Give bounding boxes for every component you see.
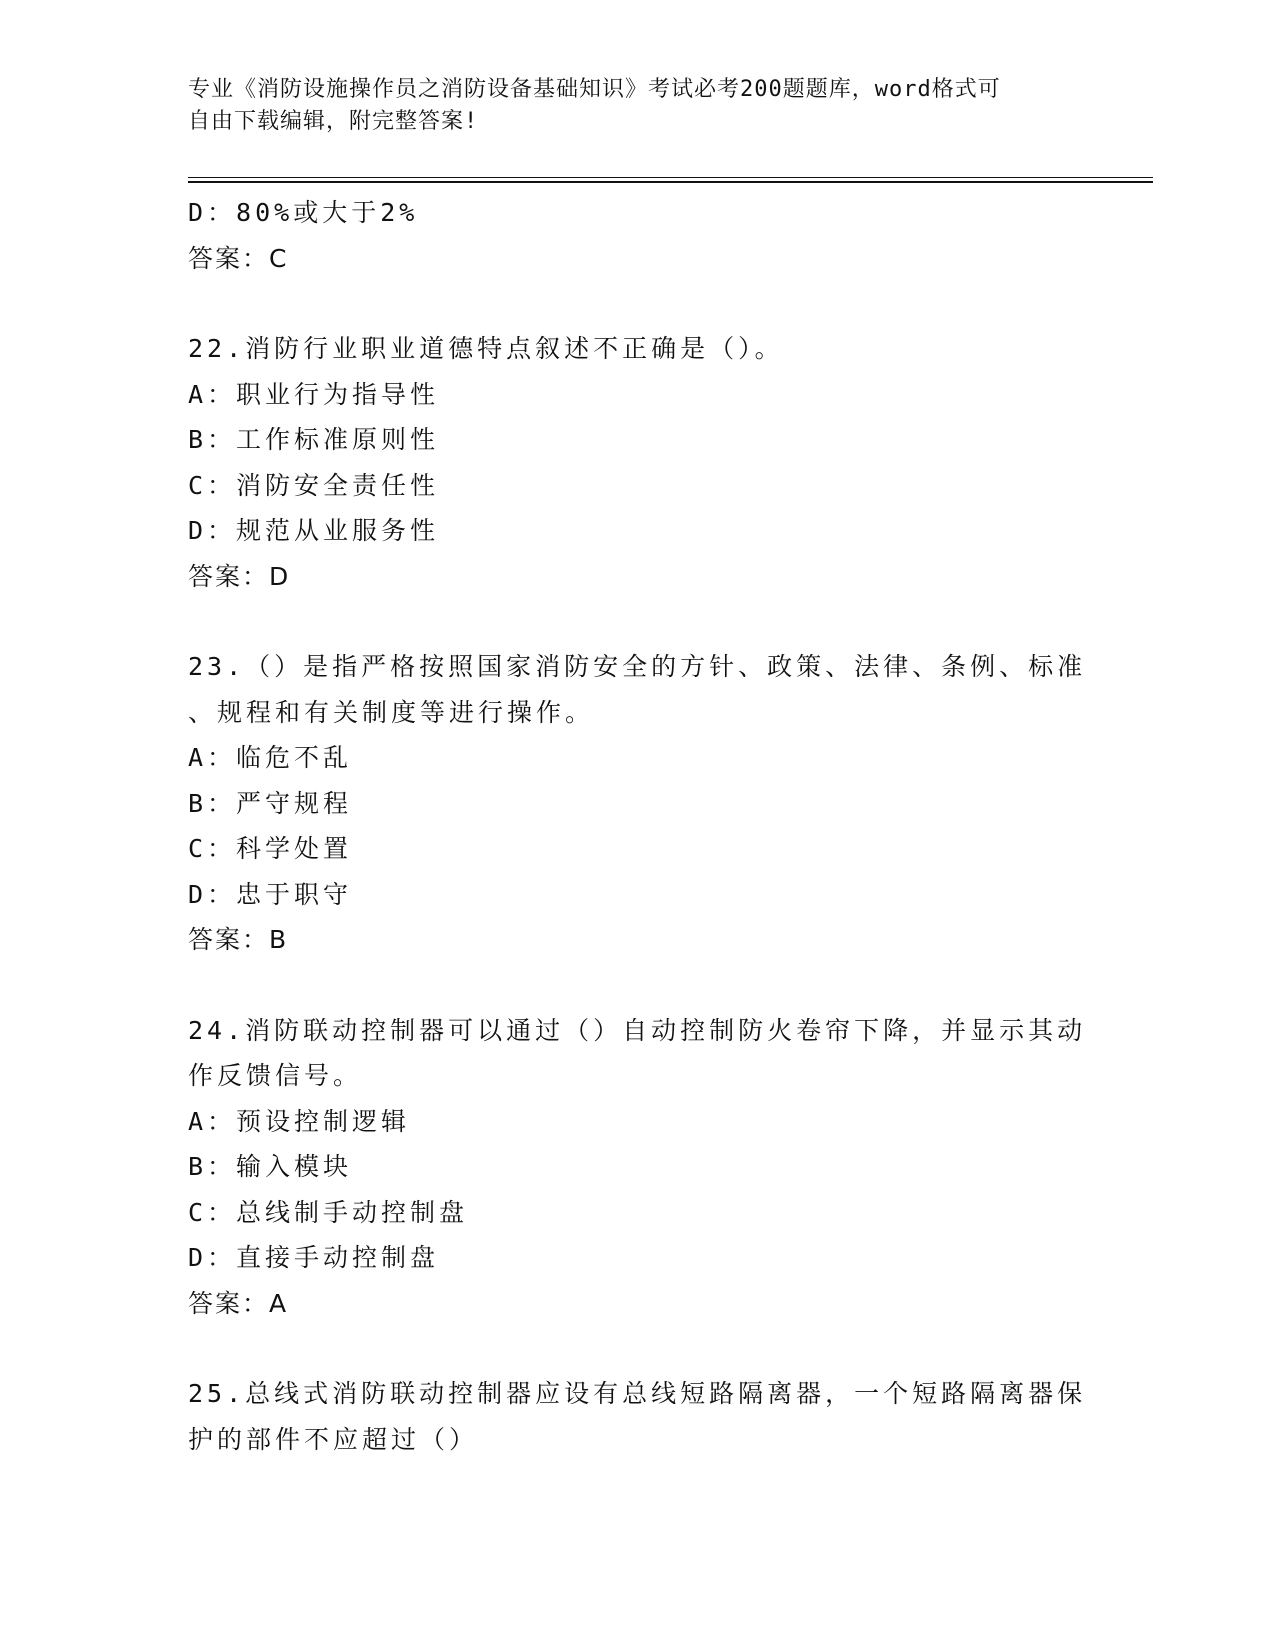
question-stem-continued: 、规程和有关制度等进行操作。 xyxy=(188,697,595,727)
spacer xyxy=(188,281,1088,326)
header-line-1: 专业《消防设施操作员之消防设备基础知识》考试必考200题题库，word格式可 xyxy=(188,77,1001,102)
question-23 xyxy=(188,644,1088,963)
answer-line: 答案：D xyxy=(188,561,291,591)
spacer xyxy=(188,963,1088,1008)
option-c: C：总线制手动控制盘 xyxy=(188,1197,469,1227)
question-24 xyxy=(188,1008,1088,1327)
question-list xyxy=(188,190,1088,1462)
question-stem-continued: 护的部件不应超过（） xyxy=(188,1424,479,1454)
question-stem: 25.总线式消防联动控制器应设有总线短路隔离器，一个短路隔离器保 xyxy=(188,1379,1087,1408)
option-b: B：输入模块 xyxy=(188,1152,353,1181)
spacer xyxy=(188,1326,1088,1371)
question-stem: 22.消防行业职业道德特点叙述不正确是（）。 xyxy=(188,334,784,363)
question-stem: 24.消防联动控制器可以通过（）自动控制防火卷帘下降，并显示其动 xyxy=(188,1015,1087,1045)
answer-line: 答案：B xyxy=(188,925,289,954)
option-a: A：预设控制逻辑 xyxy=(188,1106,411,1136)
option-d: D：80%或大于2% xyxy=(188,198,419,227)
document-header xyxy=(188,74,1068,138)
option-d: D：规范从业服务性 xyxy=(188,516,440,545)
option-c: C：科学处置 xyxy=(188,834,353,863)
question-stem-continued: 作反馈信号。 xyxy=(188,1061,363,1090)
answer-line: 答案：A xyxy=(188,1288,289,1318)
header-divider-thin xyxy=(188,177,1153,178)
option-b: B：工作标准原则性 xyxy=(188,425,440,454)
answer-line: 答案：C xyxy=(188,243,289,273)
option-c: C：消防安全责任性 xyxy=(188,470,440,500)
option-d: D：忠于职守 xyxy=(188,879,353,909)
question-stem: 23.（）是指严格按照国家消防安全的方针、政策、法律、条例、标准 xyxy=(188,652,1087,681)
option-d: D：直接手动控制盘 xyxy=(188,1243,440,1272)
option-a: A：职业行为指导性 xyxy=(188,379,440,409)
question-25 xyxy=(188,1371,1088,1462)
spacer xyxy=(188,599,1088,644)
option-b: B：严守规程 xyxy=(188,788,353,818)
header-line-2: 自由下载编辑，附完整答案! xyxy=(188,109,479,134)
question-22 xyxy=(188,326,1088,599)
header-divider-thick xyxy=(188,181,1153,183)
option-a: A：临危不乱 xyxy=(188,743,353,772)
